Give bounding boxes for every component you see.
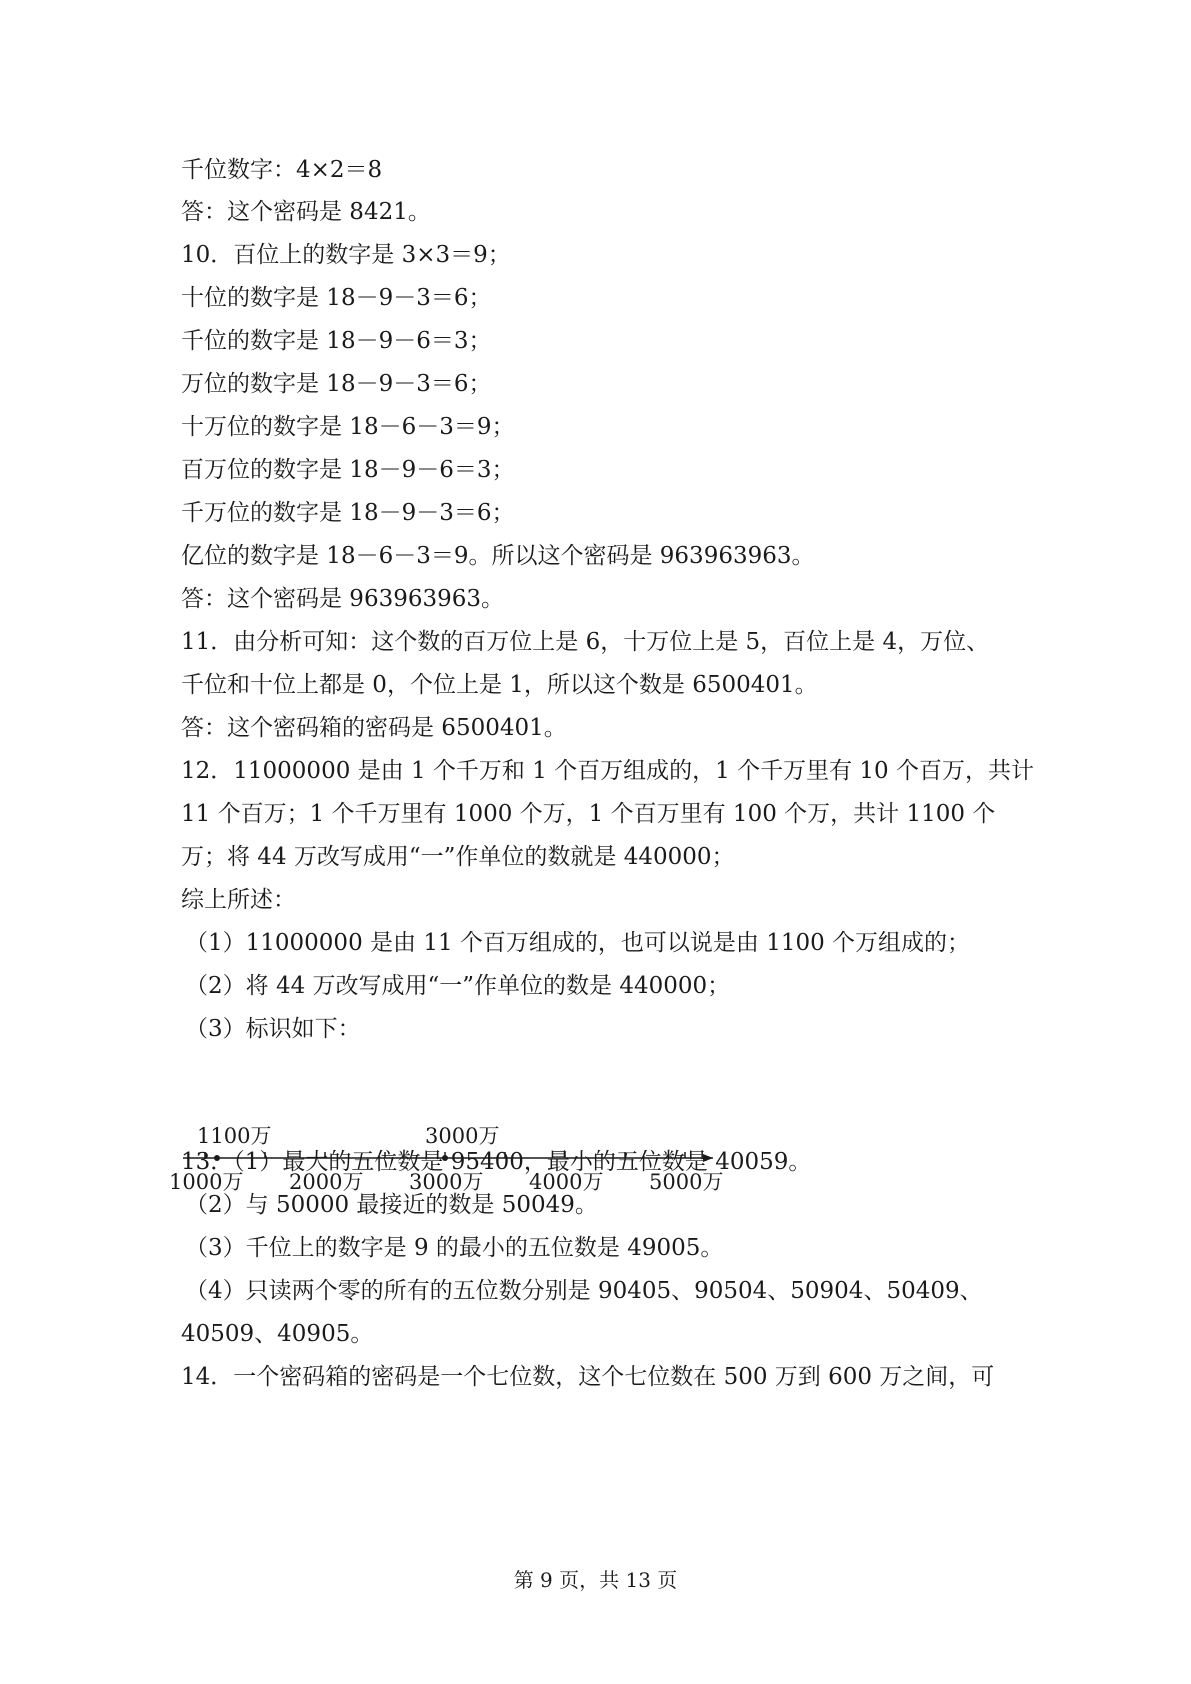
marked-point-label: 1100万 xyxy=(197,1124,272,1148)
text-line: （3）标识如下： xyxy=(185,1016,361,1042)
text-line: 百万位的数字是 18－9－6＝3； xyxy=(181,457,515,483)
page-footer: 第 9 页，共 13 页 xyxy=(513,1568,678,1592)
text-line: 千位的数字是 18－9－6＝3； xyxy=(181,328,492,354)
axis-tick-label: 4000万 xyxy=(529,1170,604,1194)
axis-tick-label: 3000万 xyxy=(409,1170,484,1194)
marked-point-label: 3000万 xyxy=(425,1124,500,1148)
text-line: 14．一个密码箱的密码是一个七位数，这个七位数在 500 万到 600 万之间，可 xyxy=(181,1364,995,1390)
axis-tick-label: 2000万 xyxy=(289,1170,364,1194)
text-line: （2）将 44 万改写成用“一”作单位的数是 440000； xyxy=(185,973,731,999)
text-line: 十万位的数字是 18－6－3＝9； xyxy=(181,414,515,440)
text-line: 十位的数字是 18－9－3＝6； xyxy=(181,285,492,311)
text-line: 12．11000000 是由 1 个千万和 1 个百万组成的，1 个千万里有 10 个百万，共计 xyxy=(181,758,1034,784)
text-line: 千万位的数字是 18－9－3＝6； xyxy=(181,500,515,526)
text-line: 万位的数字是 18－9－3＝6； xyxy=(181,371,492,397)
text-line: （3）千位上的数字是 9 的最小的五位数是 49005。 xyxy=(185,1235,724,1261)
text-line: 千位数字：4×2＝8 xyxy=(181,157,383,183)
text-line: 万；将 44 万改写成用“一”作单位的数就是 440000； xyxy=(181,844,735,870)
text-line: 40509、40905。 xyxy=(181,1321,374,1347)
text-line: （1）11000000 是由 11 个百万组成的，也可以说是由 1100 个万组成的； xyxy=(185,930,971,956)
text-line: 答：这个密码是 8421。 xyxy=(181,199,431,225)
text-line: 13．（1）最大的五位数是 95400，最小的五位数是 40059。 xyxy=(181,1149,812,1175)
axis-tick-label: 5000万 xyxy=(649,1170,724,1194)
text-line: （4）只读两个零的所有的五位数分别是 90405、90504、50904、50409、 xyxy=(185,1278,983,1304)
text-line: 答：这个密码是 963963963。 xyxy=(181,586,505,612)
axis-tick-label: 1000万 xyxy=(169,1170,244,1194)
text-line: 11 个百万；1 个千万里有 1000 个万，1 个百万里有 100 个万，共计 1100 个 xyxy=(181,801,996,827)
text-line: 综上所述： xyxy=(181,887,296,913)
text-line: 千位和十位上都是 0，个位上是 1，所以这个数是 6500401。 xyxy=(181,672,818,698)
text-line: 答：这个密码箱的密码是 6500401。 xyxy=(181,715,567,741)
text-line: 10．百位上的数字是 3×3＝9； xyxy=(181,242,511,268)
text-line: （2）与 50000 最接近的数是 50049。 xyxy=(185,1192,598,1218)
text-line: 11．由分析可知：这个数的百万位上是 6，十万位上是 5，百位上是 4，万位、 xyxy=(181,629,990,655)
text-line: 亿位的数字是 18－6－3＝9。所以这个密码是 963963963。 xyxy=(181,543,815,569)
